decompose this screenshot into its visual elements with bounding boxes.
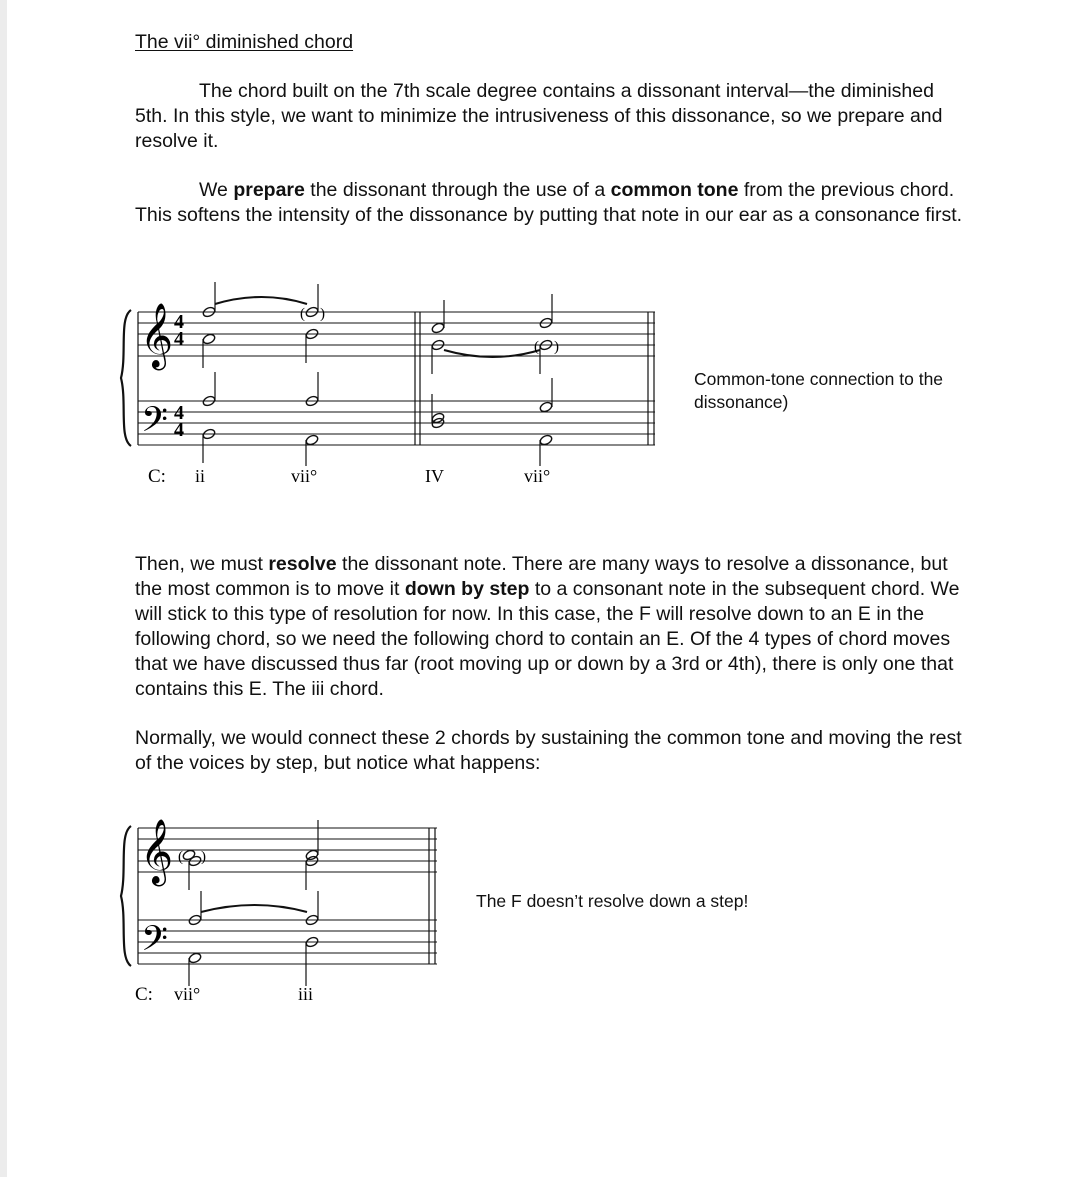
- music-example-common-tone: [115, 288, 675, 498]
- note-stems: [189, 820, 318, 986]
- roman-numeral: iii: [298, 984, 314, 1004]
- roman-numeral: IV: [425, 466, 444, 486]
- paren-open: (: [178, 849, 183, 865]
- note-heads: [182, 849, 319, 964]
- system-brace: [121, 826, 131, 966]
- music-example-faulty-resolution: [115, 820, 455, 1010]
- paren-open-2: (: [534, 339, 539, 355]
- time-sig-top: 4: [174, 311, 184, 333]
- system-brace: [121, 310, 131, 446]
- paragraph-prepare: We prepare the dissonant through the use of a common tone from the previous chord. This softens the intensity of the dissonance by putting that note in our ear as a consonance first.: [135, 179, 963, 226]
- roman-numeral: vii°: [291, 466, 318, 486]
- final-barline: [429, 828, 435, 964]
- roman-numeral: vii°: [174, 984, 201, 1004]
- bass-clef-icon: 𝄢: [141, 921, 169, 967]
- key-label: C:: [148, 466, 166, 487]
- tie-common-tone-1: [215, 297, 307, 304]
- note-stems: [203, 282, 552, 466]
- bass-clef-icon: 𝄢: [141, 402, 169, 448]
- example2-caption: The F doesn’t resolve down a step!: [476, 891, 749, 911]
- paren-close-1: ): [320, 306, 325, 322]
- tie-common-tone: [201, 905, 307, 912]
- paren-close-2: ): [554, 339, 559, 355]
- roman-numeral: vii°: [524, 466, 551, 486]
- paragraph-resolve: Then, we must resolve the dissonant note. There are many ways to resolve a dissonance, but the most common is to move it down by step to a consonant note in the subsequent chord. We will stick to this type of resolution for now. In this case, the F will resolve down to an E in the following chord, so we need the following chord to contain an E. Of the 4 types of chord moves that we have discussed thus far (root moving up or down by a 3rd or 4th), there is only one that contains this E. The iii chord.: [135, 553, 960, 700]
- final-barline: [648, 312, 654, 445]
- paragraph-normally: Normally, we would connect these 2 chords by sustaining the common tone and moving the rest of the voices by step, but notice what happens:: [135, 727, 962, 774]
- time-sig-top-bass: 4: [174, 402, 184, 424]
- double-barline-mid: [415, 312, 420, 445]
- time-sig-bottom: 4: [174, 328, 184, 350]
- section-title: The vii° diminished chord: [135, 31, 354, 53]
- paren-open-1: (: [300, 306, 305, 322]
- time-sig-bottom-bass: 4: [174, 419, 184, 441]
- roman-numeral: ii: [195, 466, 206, 486]
- key-label: C:: [135, 984, 153, 1005]
- example1-caption: Common-tone connection to the dissonance): [694, 369, 944, 412]
- paren-close: ): [201, 849, 206, 865]
- treble-clef-icon: 𝄞: [140, 305, 174, 367]
- page-edge: [0, 0, 7, 1177]
- note-heads: [202, 306, 553, 446]
- treble-clef-icon: 𝄞: [140, 821, 174, 883]
- paragraph-intro: The chord built on the 7th scale degree contains a dissonant interval—the diminished 5th. In this style, we want to minimize the intrusiveness of this dissonance, so we prepare and resolve it.: [135, 80, 943, 152]
